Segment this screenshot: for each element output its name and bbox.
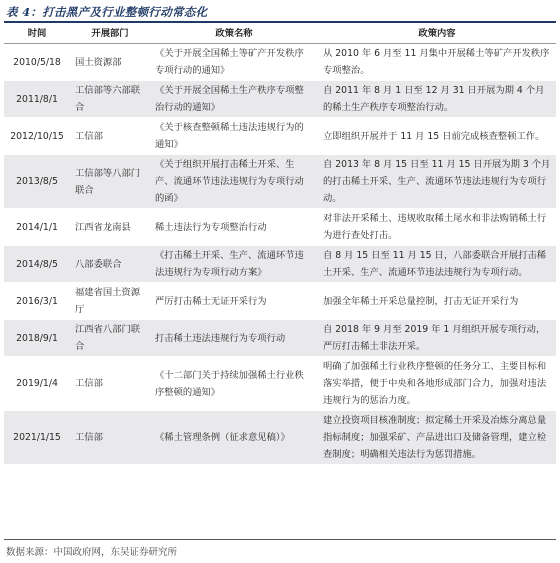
cell-policy-name: 严厉打击稀土无证开采行为 <box>150 283 318 320</box>
table-row <box>4 357 556 411</box>
table-row <box>4 411 556 465</box>
cell-content: 加强全年稀土开采总量控制，打击无证开采行为 <box>318 283 556 320</box>
cell-department: 工信部 <box>70 357 150 411</box>
cell-date: 2010/5/18 <box>4 44 70 81</box>
cell-department: 江西省八部门联合 <box>70 320 150 357</box>
cell-date: 2013/8/5 <box>4 155 70 209</box>
cell-policy-name: 《稀土管理条例（征求意见稿）》 <box>150 411 318 465</box>
table-row <box>4 118 556 155</box>
cell-content: 明确了加强稀土行业秩序整顿的任务分工、主要目标和落实举措，便于中央和各地形成部门合力，加强对违法违规行为的惩治力度。 <box>318 357 556 411</box>
cell-content: 对非法开采稀土、违规收取稀土尾水和非法购销稀土行为进行查处打击。 <box>318 209 556 246</box>
cell-department: 八部委联合 <box>70 246 150 283</box>
cell-content: 自 8 月 15 日至 11 月 15 日，八部委联合开展打击稀土开采、生产、流通环节违法违规行为专项行动。 <box>318 246 556 283</box>
table-row <box>4 246 556 283</box>
bottom-rule <box>4 539 556 540</box>
cell-department: 工信部等六部联合 <box>70 81 150 118</box>
table-caption: 表 4：打击黑产及行业整顿行动常态化 <box>6 5 208 19</box>
header-policy-name: 政策名称 <box>150 25 318 44</box>
policy-table <box>4 25 556 465</box>
cell-department: 福建省国土资源厅 <box>70 283 150 320</box>
cell-date: 2011/8/1 <box>4 81 70 118</box>
cell-department: 工信部等八部门联合 <box>70 155 150 209</box>
table-row <box>4 320 556 357</box>
cell-policy-name: 《十二部门关于持续加强稀土行业秩序整顿的通知》 <box>150 357 318 411</box>
table-row <box>4 81 556 118</box>
cell-policy-name: 稀土违法行为专项整治行动 <box>150 209 318 246</box>
cell-content: 自 2018 年 9 月至 2019 年 1 月组织开展专项行动，严厉打击稀土非法开采。 <box>318 320 556 357</box>
cell-policy-name: 《关于组织开展打击稀土开采、生产、流通环节违法违规行为专项行动的函》 <box>150 155 318 209</box>
table-row <box>4 209 556 246</box>
cell-content: 立即组织开展并于 11 月 15 日前完成核查整顿工作。 <box>318 118 556 155</box>
cell-policy-name: 《关于核查整顿稀土违法违规行为的通知》 <box>150 118 318 155</box>
cell-department: 工信部 <box>70 118 150 155</box>
cell-date: 2014/8/5 <box>4 246 70 283</box>
cell-content: 从 2010 年 6 月至 11 月集中开展稀土等矿产开发秩序专项整治。 <box>318 44 556 81</box>
cell-content: 自 2013 年 8 月 15 日至 11 月 15 日开展为期 3 个月的打击稀土开采、生产、流通环节违法违规行为专项行动。 <box>318 155 556 209</box>
cell-date: 2014/1/1 <box>4 209 70 246</box>
header-date: 时间 <box>4 25 70 44</box>
cell-content: 自 2011 年 8 月 1 日至 12 月 31 日开展为期 4 个月的稀土生产秩序专项整治行动。 <box>318 81 556 118</box>
cell-date: 2016/3/1 <box>4 283 70 320</box>
cell-date: 2018/9/1 <box>4 320 70 357</box>
header-department: 开展部门 <box>70 25 150 44</box>
cell-policy-name: 打击稀土违法违规行为专项行动 <box>150 320 318 357</box>
cell-department: 江西省龙南县 <box>70 209 150 246</box>
cell-policy-name: 《关于开展全国稀土等矿产开发秩序专项行动的通知》 <box>150 44 318 81</box>
cell-department: 国土资源部 <box>70 44 150 81</box>
cell-department: 工信部 <box>70 411 150 465</box>
header-content: 政策内容 <box>318 25 556 44</box>
table-row <box>4 155 556 209</box>
cell-date: 2012/10/15 <box>4 118 70 155</box>
table-row <box>4 44 556 81</box>
cell-date: 2021/1/15 <box>4 411 70 465</box>
cell-policy-name: 《关于开展全国稀土生产秩序专项整治行动的通知》 <box>150 81 318 118</box>
top-rule <box>4 21 556 23</box>
cell-date: 2019/1/4 <box>4 357 70 411</box>
table-header-row <box>4 25 556 44</box>
data-source-note: 数据来源：中国政府网，东吴证券研究所 <box>6 547 178 558</box>
cell-policy-name: 《打击稀土开采、生产、流通环节违法违规行为专项行动方案》 <box>150 246 318 283</box>
table-row <box>4 283 556 320</box>
table-body <box>4 44 556 465</box>
cell-content: 建立投资项目核准制度；拟定稀土开采及冶炼分离总量指标制度；加强采矿、产品进出口及储备管理，建立检查制度；明确相关违法行为惩罚措施。 <box>318 411 556 465</box>
